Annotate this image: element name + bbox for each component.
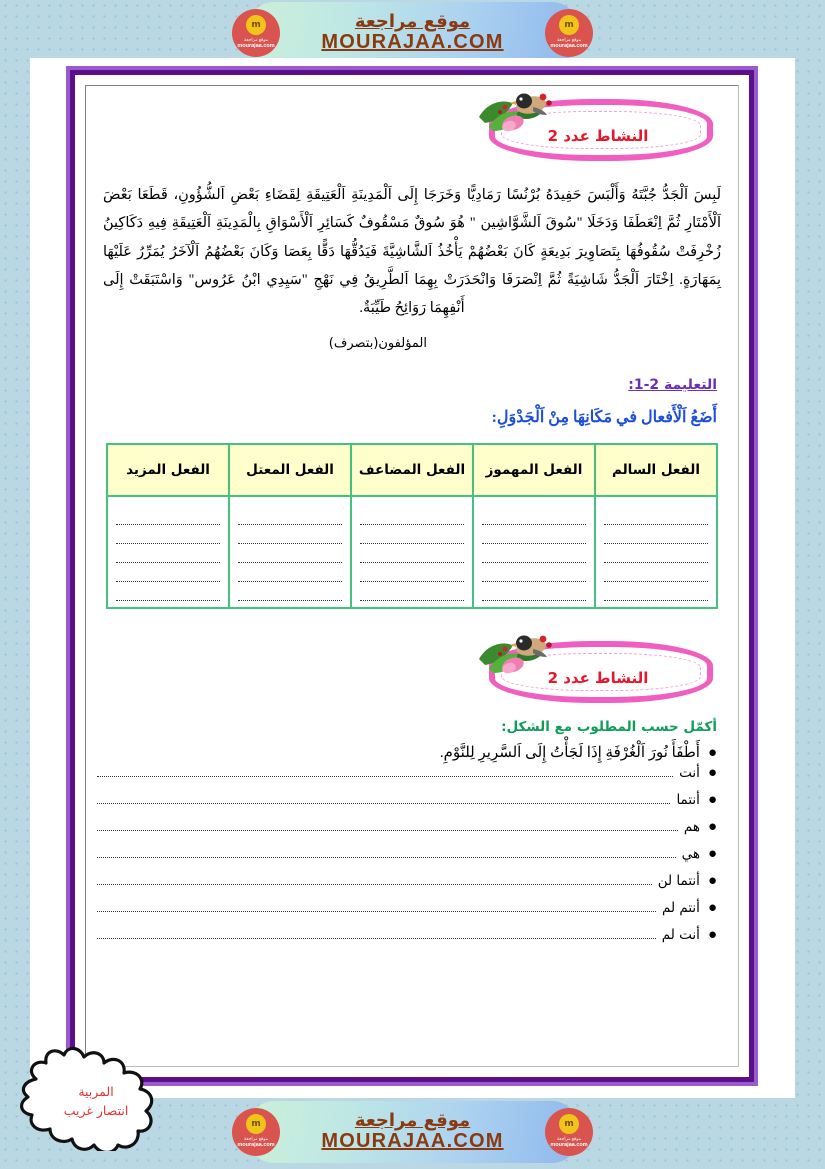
answer-blank[interactable]: [97, 791, 670, 804]
pronoun-label: أنت لم: [661, 927, 700, 944]
signature-text: [16, 1045, 176, 1151]
list-item[interactable]: [97, 899, 717, 926]
verb-classification-table: [106, 443, 718, 609]
answer-line[interactable]: [604, 506, 708, 525]
logo-book-badge-icon: m: [559, 15, 579, 35]
table-header-row: [107, 444, 717, 496]
bullet-icon: ●: [707, 792, 717, 809]
table-header-cell: الفعل السالم: [595, 444, 717, 496]
teacher-signature-stamp: [16, 1045, 176, 1151]
list-item[interactable]: [97, 845, 717, 872]
answer-cell[interactable]: [229, 496, 351, 608]
answer-line[interactable]: [116, 525, 220, 544]
table-header-cell: الفعل المعتل: [229, 444, 351, 496]
brand-logo-right-icon: [545, 9, 593, 57]
signature-line-1: المربية: [78, 1083, 114, 1099]
table-header-cell: الفعل المزيد: [107, 444, 229, 496]
logo-caption-arabic: موقع مراجعة: [556, 1136, 582, 1142]
pronoun-label: أنت: [679, 765, 700, 782]
answer-line[interactable]: [482, 525, 586, 544]
answer-line[interactable]: [116, 506, 220, 525]
table-header-cell: الفعل المهموز: [473, 444, 595, 496]
activity-1-title: النشاط عدد 2: [547, 127, 649, 145]
answer-cell[interactable]: [351, 496, 473, 608]
pronoun-label: أنتما: [676, 792, 700, 809]
answer-blank[interactable]: [97, 818, 678, 831]
brand-logo-right-icon: [545, 1108, 593, 1156]
logo-caption-arabic: موقع مراجعة: [556, 37, 582, 43]
instruction-task-1: أَضَعُ اَلْأَفعال في مَكَانِهَا مِنْ اَلْجَدْوَلِ:: [491, 409, 717, 427]
passage-attribution: المؤلفون(بتصرف): [328, 336, 427, 352]
site-header: [0, 0, 825, 66]
answer-cell[interactable]: [595, 496, 717, 608]
logo-caption: [550, 37, 587, 50]
logo-book-badge-icon: m: [246, 1114, 266, 1134]
answer-line[interactable]: [482, 544, 586, 563]
table-row: [107, 496, 717, 608]
answer-cell[interactable]: [107, 496, 229, 608]
answer-line[interactable]: [116, 582, 220, 601]
answer-line[interactable]: [360, 525, 464, 544]
answer-line[interactable]: [482, 582, 586, 601]
logo-book-badge-icon: m: [246, 15, 266, 35]
answer-blank[interactable]: [97, 845, 676, 858]
brand-plate-footer: [248, 1101, 578, 1163]
example-item: [97, 743, 717, 762]
bullet-icon: ●: [707, 846, 717, 863]
brand-title-arabic: موقع مراجعة: [354, 11, 471, 33]
reading-passage: لَبِسَ اَلْجَدُّ جُبَّتَهُ وَأَلْبَسَ حَفِيدَهُ بُرْنُسًا رَمَادِيًّا وَخَرَجَا إِلَى اَلْمَدِينَةِ اَلْعَتِيقَةِ لِقَضَاءِ بَعْضِ اَلشُّؤُونِ، قَطَعَا بَعْضَ اَلْأَمْتَارِ ثُمَّ اِنْعَطَفَا وَدَخَلَا "سُوقَ اَلشَّوَّاشِين " هُوَ سُوقٌ مَسْقُوفٌ كَسَائِرِ اَلْأَسْوَاقِ بِالْمَدِينَةِ اَلْعَتِيقَةِ فِيهِ دَكَاكِينُ زُخْرِفَتْ سُقُوفُهَا بِتَصَاوِيرَ بَدِيعَةٍ كَانَ بَعْضُهُمْ يَأْخُذُ اَلشَّاشِيَّةَ فَيَدُقُّهَا دَقًّا بِعَصَا وَكَانَ بَعْضُهُمُ اَلْآخَرُ يُمَرِّرُ عَلَيْهَا بِمَهَارَةٍ. اِخْتَارَ اَلْجَدُّ شَاشِيَةً ثُمَّ اِنْصَرَفَا وَانْحَدَرَتْ بِهِمَا اَلطَّرِيقُ فِي نَهْجِ "سَيِدِي ابْنُ عَرُوس" وَاسْتَبَقَتْ إِلَى أَنْفِهِمَا رَوَائِحُ طَيِّبَةٌ.: [103, 187, 721, 317]
answer-line[interactable]: [604, 563, 708, 582]
instruction-label-1: التعليمة 2-1:: [628, 377, 717, 394]
worksheet-page: [30, 58, 795, 1098]
bullet-icon: ●: [707, 765, 717, 782]
answer-line[interactable]: [238, 525, 342, 544]
pronoun-exercise-list: [97, 743, 717, 953]
instruction-task-2: أكمّل حسب المطلوب مع الشكل:: [501, 719, 717, 736]
logo-caption-english: mourajaa.com: [237, 1142, 275, 1149]
bullet-icon: ●: [707, 745, 717, 762]
list-item[interactable]: [97, 926, 717, 953]
logo-caption-english: mourajaa.com: [550, 43, 588, 50]
answer-blank[interactable]: [97, 872, 652, 885]
answer-cell[interactable]: [473, 496, 595, 608]
bullet-icon: ●: [707, 819, 717, 836]
answer-blank[interactable]: [97, 926, 656, 939]
table-header-cell: الفعل المضاعف: [351, 444, 473, 496]
brand-plate-header: [248, 2, 578, 64]
brand-logo-left-icon: [232, 9, 280, 57]
worksheet-content: [97, 93, 727, 1059]
answer-line[interactable]: [604, 582, 708, 601]
brand-title-english: MOURAJAA.COM: [321, 1129, 504, 1152]
logo-caption: [237, 1136, 274, 1149]
list-item[interactable]: [97, 872, 717, 899]
brand-title-english: MOURAJAA.COM: [321, 30, 504, 53]
list-item[interactable]: [97, 791, 717, 818]
answer-line[interactable]: [360, 563, 464, 582]
logo-caption-arabic: موقع مراجعة: [243, 37, 269, 43]
pronoun-label: أنتم لم: [661, 900, 700, 917]
logo-caption-english: mourajaa.com: [237, 43, 275, 50]
activity-2-banner: [485, 635, 717, 705]
brand-logo-left-icon: [232, 1108, 280, 1156]
answer-blank[interactable]: [97, 899, 656, 912]
answer-line[interactable]: [360, 506, 464, 525]
answer-line[interactable]: [238, 506, 342, 525]
answer-line[interactable]: [116, 544, 220, 563]
signature-line-2: انتصار غريب: [63, 1103, 129, 1118]
answer-line[interactable]: [604, 525, 708, 544]
answer-line[interactable]: [238, 582, 342, 601]
logo-caption: [550, 1136, 587, 1149]
list-item[interactable]: [97, 818, 717, 845]
list-item[interactable]: [97, 764, 717, 791]
answer-line[interactable]: [238, 544, 342, 563]
brand-title-arabic: موقع مراجعة: [354, 1110, 471, 1132]
answer-blank[interactable]: [97, 764, 673, 777]
bullet-icon: ●: [707, 927, 717, 944]
example-sentence: أَطْفَأَ نُورَ اَلْغُرْفَةِ إِذَا لَجَأْتُ إِلَى اَلسَّرِيرِ لِلنَّوْمِ.: [439, 745, 700, 762]
answer-line[interactable]: [116, 563, 220, 582]
pronoun-label: هم: [683, 819, 700, 836]
answer-line[interactable]: [360, 582, 464, 601]
logo-caption-english: mourajaa.com: [550, 1142, 588, 1149]
answer-line[interactable]: [360, 544, 464, 563]
bullet-icon: ●: [707, 873, 717, 890]
logo-caption-arabic: موقع مراجعة: [243, 1136, 269, 1142]
bullet-icon: ●: [707, 900, 717, 917]
pronoun-label: أنتما لن: [657, 873, 700, 890]
logo-caption: [237, 37, 274, 50]
activity-2-title: النشاط عدد 2: [547, 669, 649, 688]
answer-line[interactable]: [238, 563, 342, 582]
logo-book-badge-icon: m: [559, 1114, 579, 1134]
pronoun-label: هي: [681, 846, 700, 863]
activity-1-banner: [485, 93, 717, 163]
answer-line[interactable]: [482, 563, 586, 582]
page-border-frame: [66, 66, 758, 1086]
answer-line[interactable]: [604, 544, 708, 563]
answer-line[interactable]: [482, 506, 586, 525]
